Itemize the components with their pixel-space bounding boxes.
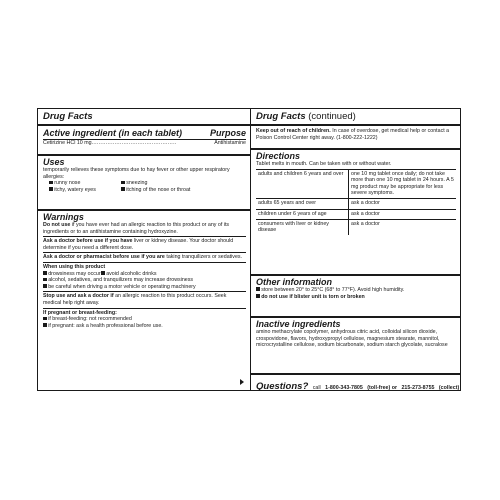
phone-collect: 215-273-8755 xyxy=(401,385,435,391)
when-using-item: alcohol, sedatives, and tranquilizers may increase drowsiness xyxy=(48,277,194,284)
phone-toll-free: 1-800-343-7805 xyxy=(325,385,363,391)
other-information-section xyxy=(251,274,460,300)
ask-doctor-lead: Ask a doctor before use if you have xyxy=(43,238,133,245)
pregnant-block xyxy=(43,308,246,330)
drug-facts-title: Drug Facts xyxy=(43,111,93,122)
collect-label: (collect) xyxy=(438,385,460,391)
ask-pharmacist-lead: Ask a doctor or pharmacist before use if you are xyxy=(43,254,165,261)
when-using-item: be careful when driving a motor vehicle or operating machinery xyxy=(48,283,196,290)
directions-table xyxy=(256,169,456,236)
directions-section xyxy=(251,148,460,235)
inactive-ingredients-heading: Inactive ingredients xyxy=(256,319,341,329)
other-information-heading: Other information xyxy=(256,277,332,287)
uses-list-row-1 xyxy=(43,180,246,187)
when-using-block xyxy=(43,262,246,290)
directions-who: consumers with liver or kidney disease xyxy=(256,219,349,235)
uses-list-row-2 xyxy=(43,187,246,194)
directions-who: adults 65 years and over xyxy=(256,199,349,209)
ask-pharmacist-text xyxy=(43,252,246,261)
leader-dots: ................................................ xyxy=(91,140,177,146)
stop-use-body: an allergic reaction to this product occurs. Seek medical help right away. xyxy=(43,293,227,306)
directions-what: ask a doctor xyxy=(349,209,457,219)
other-info-item: store between 20° to 25°C (68° to 77°F). Avoid high humidity. xyxy=(261,287,405,293)
directions-row xyxy=(256,199,456,209)
directions-heading: Directions xyxy=(256,151,301,161)
ask-doctor-body: liver or kidney disease. Your doctor should determine if you need a different dose. xyxy=(43,238,234,251)
other-info-item: do not use if blister unit is torn or broken xyxy=(261,293,365,300)
uses-item: sneezing xyxy=(126,180,148,187)
directions-row xyxy=(256,219,456,235)
inactive-ingredients-section xyxy=(251,316,460,349)
inactive-ingredients-text: amino methacrylate copolymer, anhydrous citric acid, colloidal silicon dioxide, crospovidone, flavors, hydroxypropyl cellulose, magnesium stearate, mannitol, microcrystalline cellulose, sodium bicarbonate, sodium starch glycolate, sucralose xyxy=(256,329,448,349)
title-section xyxy=(38,111,250,122)
right-panel xyxy=(251,109,460,390)
purpose-value: Antihistamine xyxy=(214,140,246,146)
warnings-heading: Warnings xyxy=(43,212,84,222)
uses-intro: temporarily relieves these symptoms due to hay fever or other upper respiratory allergies: xyxy=(43,167,230,180)
keep-out-text xyxy=(256,128,456,141)
toll-free-label: (toll-free) or xyxy=(367,385,398,391)
left-panel xyxy=(38,109,251,390)
active-ingredient-value: Cetirizine HCl 10 mg xyxy=(43,140,92,146)
uses-item: itchy, watery eyes xyxy=(54,186,96,193)
continue-arrow-icon xyxy=(240,379,244,385)
questions-call: call xyxy=(312,385,321,391)
when-using-item: drowsiness may occur xyxy=(48,270,101,277)
do-not-use-text xyxy=(43,222,246,235)
pregnant-heading: If pregnant or breast-feeding: xyxy=(43,309,117,316)
active-ingredient-section xyxy=(38,124,250,147)
keep-out-lead: Keep out of reach of children. xyxy=(256,128,331,134)
uses-item: runny nose xyxy=(54,180,81,187)
ask-doctor-text xyxy=(43,236,246,251)
uses-heading: Uses xyxy=(43,157,65,167)
continued-label: (continued) xyxy=(308,111,356,122)
stop-use-lead: Stop use and ask a doctor if xyxy=(43,293,114,300)
do-not-use-body: if you have ever had an allergic reaction to this product or any of its ingredients or to an antihistamine containing hydroxyzine. xyxy=(43,222,230,235)
drug-facts-label xyxy=(37,108,461,391)
directions-what: ask a doctor xyxy=(349,219,457,235)
directions-intro: Tablet melts in mouth. Can be taken with or without water. xyxy=(256,161,392,167)
directions-row xyxy=(256,169,456,199)
ask-pharmacist-body: taking tranquilizers or sedatives. xyxy=(164,254,243,261)
keep-out-section xyxy=(251,124,460,141)
purpose-heading: Purpose xyxy=(209,128,246,138)
warnings-section xyxy=(38,209,250,329)
do-not-use-lead: Do not use xyxy=(43,222,71,228)
directions-who: children under 6 years of age xyxy=(256,209,349,219)
questions-heading: Questions? xyxy=(256,381,309,392)
keep-out-body: In case of overdose, get medical help or contact a Poison Control Center right away. (1-800-222-1222) xyxy=(256,128,450,141)
drug-facts-title-continued: Drug Facts xyxy=(256,111,306,122)
directions-what: ask a doctor xyxy=(349,199,457,209)
uses-item: itching of the nose or throat xyxy=(126,186,191,193)
directions-what: one 10 mg tablet once daily; do not take more than one 10 mg tablet in 24 hours. A 5 mg product may be appropriate for less severe symptoms. xyxy=(349,169,457,199)
title-continued-section xyxy=(251,111,460,122)
stop-use-text xyxy=(43,291,246,306)
questions-section xyxy=(251,373,460,394)
pregnant-item: if breast-feeding: not recommended xyxy=(48,316,132,323)
directions-row xyxy=(256,209,456,219)
active-ingredient-heading: Active ingredient (in each tablet) xyxy=(43,128,183,138)
pregnant-item: if pregnant: ask a health professional before use. xyxy=(48,322,163,329)
when-using-item: avoid alcoholic drinks xyxy=(106,270,157,277)
uses-section xyxy=(38,154,250,193)
when-using-heading: When using this product xyxy=(43,263,106,270)
directions-who: adults and children 6 years and over xyxy=(256,169,349,199)
